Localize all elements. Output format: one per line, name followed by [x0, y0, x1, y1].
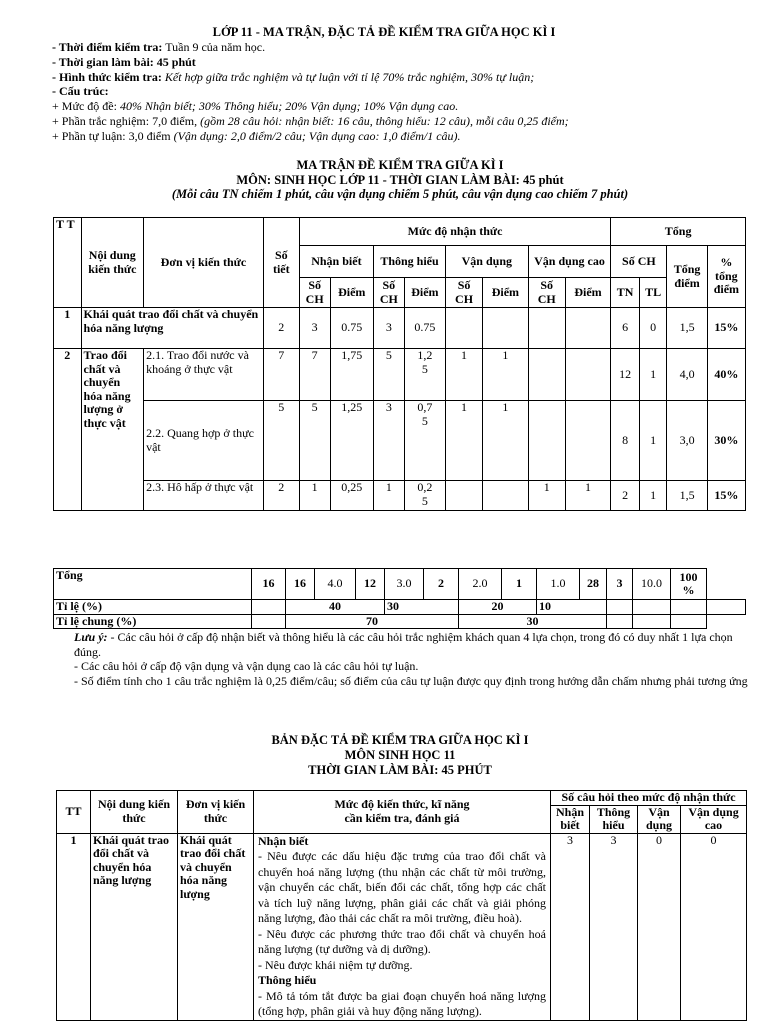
exam-info [52, 40, 752, 144]
exam-form: - Hình thức kiểm tra: Kết hợp giữa trắc nghiệm và tự luận với tỉ lệ 70% trắc nghiệm, 30% tự luận; [52, 69, 535, 84]
table-row: 1 Khái quát trao đổi chất và chuyển hóa năng lượng 2 3 0.75 3 0.75 6 0 1,5 15% [54, 308, 746, 349]
exam-level: + Mức độ đề: 40% Nhận biết; 30% Thông hiểu; 20% Vận dụng; 10% Vận dụng cao. [52, 99, 459, 114]
exam-essay: + Phần tự luận: 3,0 điểm (Vận dụng: 2,0 điểm/2 câu; Vận dụng cao: 1,0 điểm/1 câu). [52, 128, 461, 143]
col-unit: Đơn vị kiến thức [144, 218, 264, 308]
ratio-row: Tỉ lệ (%) 40 30 20 10 [54, 600, 746, 615]
document-title: LỚP 11 - MA TRẬN, ĐẶC TẢ ĐỀ KIỂM TRA GIỮA HỌC KÌ I [212, 25, 556, 39]
table-row: 2 Trao đổi chất và chuyển hóa năng lượng ở thực vật 2.1. Trao đổi nước và khoáng ở thực vật 7 7 1,75 5 1,2 5 1 1 12 1 4,0 40% [54, 349, 746, 401]
col-total: Tổng [611, 218, 746, 246]
total-row: Tổng 16 16 4.0 12 3.0 2 2.0 1 1.0 28 3 10.0 100 % [54, 569, 746, 600]
exam-structure: - Cấu trúc: [52, 84, 109, 99]
matrix-table: T T Nội dung kiến thức Đơn vị kiến thức Số tiết Mức độ nhận thức Tổng Nhận biết Thông hiểu Vận dụng Vận dụng cao Số CH Tổng điểm % tổng điểm Số CH Điểm Số CH Điểm Số CH Điểm Số CH Điểm TN TL 1 Khái quát trao đổi chất và chuyển hóa năng lượng 2 3 0.75 3 0.75 6 0 1,5 15% 2 Trao đổi chất và chuyển hóa năng lượng ở thực vật 2.1. Trao đổi nước và khoáng ở thực vật 7 7 1,75 5 1,2 5 1 1 12 1 4,0 40% 2.2. Quang hợp ở thực vật 5 5 1,25 3 0,7 5 1 1 8 1 3,0 30% 2.3. Hô hấp ở thực vật 2 1 0,25 1 0,2 5 1 1 2 1 1,5 15% [53, 217, 746, 511]
table-row: 2.3. Hô hấp ở thực vật 2 1 0,25 1 0,2 5 1 1 2 1 1,5 15% [54, 481, 746, 511]
table-row: 1 Khái quát trao đổi chất và chuyển hóa năng lượng Khái quát trao đổi chất và chuyển hóa năng lượng Nhận biết - Nêu được các dấu hiệu đặc trưng của trao đổi chất và chuyển hoá năng lượng (thu nhận các chất từ môi trường, vận chuyển các chất, biến đổi các chất, tổng hợp các chất và tích luỹ năng lượng, phân giải các chất và giải phóng năng lượng, đào thải các chất ra môi trường, điều hoà). - Nêu được các phương thức trao đổi chất và chuyển hoá năng lượng (tự dưỡng và dị dưỡng). - Nêu được khái niệm tự dưỡng. Thông hiểu - Mô tả tóm tắt được ba giai đoạn chuyển hoá năng lượng (tổng hợp, phân giải và huy động năng lượng). 3 3 0 0 [57, 833, 747, 1020]
col-content: Nội dung kiến thức [81, 218, 144, 308]
exam-duration: - Thời gian làm bài: 45 phút [52, 54, 196, 69]
spec-table: TT Nội dung kiến thức Đơn vị kiến thức Mức độ kiến thức, kĩ năng cần kiểm tra, đánh giá Số câu hỏi theo mức độ nhận thức Nhận biết Thông hiểu Vận dụng Vận dụng cao 1 Khái quát trao đổi chất và chuyển hóa năng lượng Khái quát trao đổi chất và chuyển hóa năng lượng Nhận biết - Nêu được các dấu hiệu đặc trưng của trao đổi chất và chuyển hoá năng lượng (thu nhận các chất từ môi trường, vận chuyển các chất, biến đổi các chất, tổng hợp các chất và tích luỹ năng lượng, phân giải các chất và giải phóng năng lượng, đào thải các chất ra môi trường, điều hoà). - Nêu được các phương thức trao đổi chất và chuyển hoá năng lượng (tự dưỡng và dị dưỡng). - Nêu được khái niệm tự dưỡng. Thông hiểu - Mô tả tóm tắt được ba giai đoạn chuyển hoá năng lượng (tổng hợp, phân giải và huy động năng lượng). 3 3 0 0 [56, 790, 747, 1021]
col-periods: Số tiết [263, 218, 299, 308]
overall-row: Tỉ lệ chung (%) 70 30 [54, 614, 746, 629]
table-row: 2.2. Quang hợp ở thực vật 5 5 1,25 3 0,7 5 1 1 8 1 3,0 30% [54, 401, 746, 481]
spec-heading: BẢN ĐẶC TẢ ĐỀ KIỂM TRA GIỮA HỌC KÌ I MÔN SINH HỌC 11 THỜI GIAN LÀM BÀI: 45 PHÚT [271, 733, 529, 777]
col-tt: T T [54, 218, 82, 308]
summary-table [53, 568, 746, 629]
exam-mc: + Phần trắc nghiệm: 7,0 điểm, (gồm 28 câu hỏi: nhận biết: 16 câu, thông hiểu: 12 câu), mỗi câu 0,25 điểm; [52, 113, 569, 128]
exam-time: - Thời điểm kiểm tra: Tuần 9 của năm học. [52, 40, 266, 54]
col-level: Mức độ nhận thức [299, 218, 610, 246]
matrix-heading: MA TRẬN ĐỀ KIỂM TRA GIỮA KÌ I MÔN: SINH HỌC LỚP 11 - THỜI GIAN LÀM BÀI: 45 phút (Mỗi câu TN chiếm 1 phút, câu vận dụng chiếm 5 phút, câu vận dụng cao chiếm 7 phút) [171, 158, 629, 201]
notes: Lưu ý: - Các câu hỏi ở cấp độ nhận biết và thông hiểu là các câu hỏi trắc nghiệm khách quan 4 lựa chọn, trong đó có duy nhất 1 lựa chọn đúng. - Các câu hỏi ở cấp độ vận dụng và vận dụng cao là các câu hỏi tự luận. - Số điểm tính cho 1 câu trắc nghiệm là 0,25 điểm/câu; số điểm của câu tự luận được quy định trong hướng dẫn chấm nhưng phải tương ứng [74, 630, 748, 688]
